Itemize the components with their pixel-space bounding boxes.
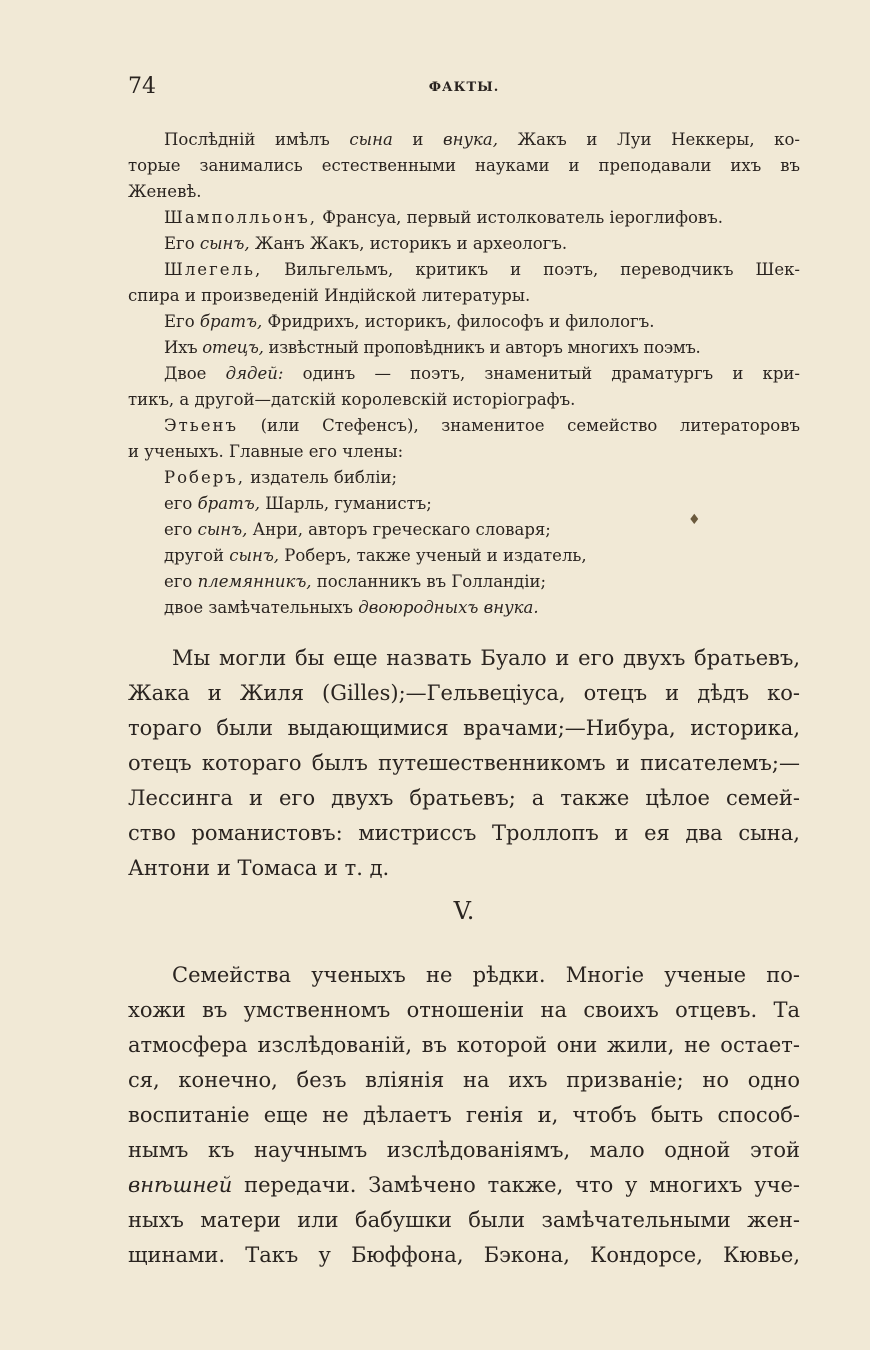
- italic-text: отецъ,: [202, 338, 264, 357]
- text-line: отецъ котораго былъ путешественникомъ и писателемъ;—: [128, 751, 800, 775]
- italic-text: братъ,: [197, 494, 260, 513]
- spaced-name: Роберъ,: [164, 468, 246, 487]
- text-line: и ученыхъ. Главные его члены:: [128, 442, 404, 461]
- text-run: и: [392, 130, 444, 149]
- text-line: [128, 205, 800, 230]
- text-line: Жака и Жиля (Gilles);—Гельвеціуса, отецъ и дѣдъ ко-: [128, 681, 800, 705]
- text-run: передачи. Замѣчено также, что у многихъ уче-: [232, 1173, 800, 1197]
- text-run: Фридрихъ, историкъ, философъ и филологъ.: [262, 312, 655, 331]
- text-line: Женевѣ.: [128, 182, 202, 201]
- text-line: ныхъ матери или бабушки были замѣчательными жен-: [128, 1208, 800, 1232]
- running-title: ФАКТЫ.: [428, 80, 500, 95]
- text-line: торые занимались естественными науками и преподавали ихъ въ: [128, 156, 800, 175]
- text-line: [128, 231, 800, 256]
- text-line: Семейства ученыхъ не рѣдки. Многіе ученые по-: [172, 963, 800, 987]
- text-line: Лессинга и его двухъ братьевъ; а также цѣлое семей-: [128, 786, 800, 810]
- text-line: [128, 1168, 800, 1203]
- text-line: Антони и Томаса и т. д.: [128, 856, 390, 880]
- text-run: Франсуа, первый истолкователь іероглифовъ.: [317, 208, 723, 227]
- text-line: [128, 465, 800, 490]
- text-line: [128, 309, 800, 334]
- text-run: его: [164, 572, 198, 591]
- text-run: одинъ — поэтъ, знаменитый драматургъ и кри-: [283, 364, 800, 383]
- italic-text: сынъ,: [197, 520, 248, 539]
- italic-text: дядей:: [225, 364, 284, 383]
- italic-text: сынъ,: [229, 546, 280, 565]
- text-line: щинами. Такъ у Бюффона, Бэкона, Кондорсе, Кювье,: [128, 1243, 800, 1267]
- text-run: издатель библіи;: [245, 468, 398, 487]
- text-run: его: [164, 520, 198, 539]
- text-line: тикъ, а другой—датскій королевскій исторіографъ.: [128, 390, 576, 409]
- text-run: извѣстный проповѣдникъ и авторъ многихъ поэмъ.: [263, 338, 701, 357]
- text-line: [128, 257, 800, 282]
- text-line: [128, 127, 800, 152]
- text-run: нымъ къ научнымъ изслѣдованіямъ, мало одной этой: [128, 1138, 800, 1162]
- text-line: спира и произведеній Индійской литературы.: [128, 286, 531, 305]
- italic-text: двоюродныхъ внука.: [358, 598, 539, 617]
- text-line: [128, 1133, 800, 1168]
- text-run: Его: [164, 234, 200, 253]
- page-number: 74: [128, 74, 156, 99]
- text-line: [128, 543, 800, 568]
- spaced-name: Этьенъ: [164, 416, 238, 435]
- text-line: ство романистовъ: мистриссъ Троллопъ и ея два сына,: [128, 821, 800, 845]
- text-run: другой: [164, 546, 230, 565]
- text-line: [128, 413, 800, 438]
- page-header: [128, 74, 800, 104]
- text-run: Шарль, гуманистъ;: [259, 494, 432, 513]
- text-run: Жанъ Жакъ, историкъ и археологъ.: [249, 234, 568, 253]
- text-line: [128, 335, 800, 360]
- text-run: Послѣдній имѣлъ: [164, 130, 350, 149]
- italic-text: братъ,: [199, 312, 263, 331]
- text-run: двое замѣчательныхъ: [164, 598, 359, 617]
- text-line: атмосфера изслѣдованій, въ которой они жили, не остает-: [128, 1033, 800, 1057]
- italic-text: сына: [349, 130, 393, 149]
- text-run: Вильгельмъ, критикъ и поэтъ, переводчикъ Шек-: [262, 260, 800, 279]
- text-run: (или Стефенсъ), знаменитое семейство литераторовъ: [238, 416, 800, 435]
- text-run: Анри, авторъ греческаго словаря;: [247, 520, 551, 539]
- spaced-name: Шамполльонъ,: [164, 208, 318, 227]
- text-run: Двое: [164, 364, 226, 383]
- text-line: [128, 361, 800, 386]
- text-line: воспитаніе еще не дѣлаетъ генія и, чтобъ быть способ-: [128, 1103, 800, 1127]
- text-line: ся, конечно, безъ вліянія на ихъ призваніе; но одно: [128, 1068, 800, 1092]
- text-run: Ихъ: [164, 338, 203, 357]
- italic-text: племянникъ,: [197, 572, 312, 591]
- margin-mark: ♦: [688, 512, 701, 528]
- text-run: Его: [164, 312, 200, 331]
- text-run: Роберъ, также ученый и издатель,: [279, 546, 587, 565]
- text-run: посланникъ въ Голландіи;: [311, 572, 547, 591]
- text-line: [128, 595, 800, 620]
- text-line: [128, 569, 800, 594]
- text-line: хожи въ умственномъ отношеніи на своихъ отцевъ. Та: [128, 998, 800, 1022]
- text-run: его: [164, 494, 198, 513]
- italic-text: сынъ,: [199, 234, 250, 253]
- text-line: тораго были выдающимися врачами;—Нибура, историка,: [128, 716, 800, 740]
- italic-text: внука,: [443, 130, 498, 149]
- italic-text: внѣшней: [128, 1173, 233, 1197]
- spaced-name: Шлегель,: [164, 260, 263, 279]
- text-run: Жакъ и Луи Неккеры, ко-: [498, 130, 800, 149]
- section-heading: V.: [453, 897, 475, 925]
- text-line: Мы могли бы еще назвать Буало и его двухъ братьевъ,: [172, 646, 800, 670]
